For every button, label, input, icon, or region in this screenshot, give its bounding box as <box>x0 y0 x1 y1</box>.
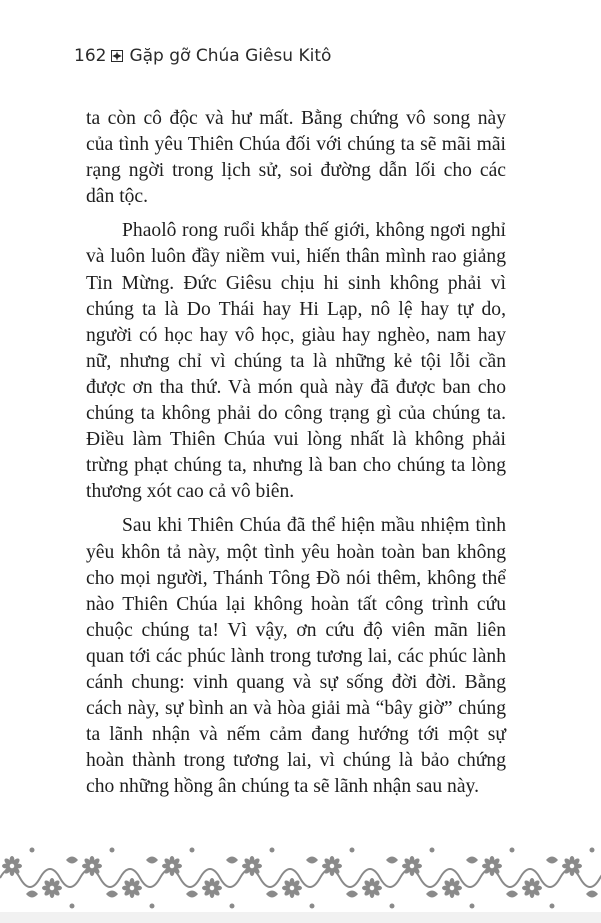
running-head <box>74 46 331 66</box>
ornament-dot <box>270 848 275 853</box>
floral-border-icon <box>0 842 601 914</box>
ornament-rosette <box>2 856 22 876</box>
ornament-rosette <box>202 878 222 898</box>
cross-icon <box>111 50 123 62</box>
ornament-rosette <box>442 878 462 898</box>
ornament-rosette <box>402 856 422 876</box>
ornament-rosette <box>42 878 62 898</box>
ornament-dot <box>550 904 555 909</box>
ornament-dot <box>430 848 435 853</box>
page-number: 162 <box>74 46 107 66</box>
ornament-rosette <box>282 878 302 898</box>
ornament-dot <box>310 904 315 909</box>
book-title: Gặp gỡ Chúa Giêsu Kitô <box>129 46 332 66</box>
body-text <box>86 106 506 800</box>
ornament-rosette <box>322 856 342 876</box>
ornament-rosette <box>562 856 582 876</box>
ornament-dot <box>190 848 195 853</box>
paragraph-3: Sau khi Thiên Chúa đã thể hiện mầu nhiệm tình yêu khôn tả này, một tình yêu hoàn toàn ban không cho mọi người, Thánh Tông Đồ nói thêm, không thể nào Thiên Chúa lại không hoàn tất công trình cứu chuộc chúng ta! Vì vậy, ơn cứu độ viên mãn liên quan tới các phúc lành trong tương lai, các phúc lành cánh chung: vinh quang và sự sống đời đời. Bằng cách này, sự bình an và hòa giải mà “bây giờ” chúng ta lãnh nhận và nếm cảm đang hướng tới một sự hoàn thành trong tương lai, vì chúng là bảo chứng cho những hồng ân chúng ta sẽ lãnh nhận sau này. <box>86 515 506 798</box>
ornament-rosette <box>122 878 142 898</box>
ornament-dot <box>110 848 115 853</box>
ornament-dot <box>70 904 75 909</box>
paragraph-1: ta còn cô độc và hư mất. Bằng chứng vô song này của tình yêu Thiên Chúa đối với chúng ta sẽ mãi mãi rạng ngời trong lịch sử, soi đường dẫn lối cho các dân tộc. <box>86 108 506 208</box>
ornament-dot <box>390 904 395 909</box>
paragraph-2: Phaolô rong ruổi khắp thế giới, không ngơi nghỉ và luôn luôn đầy niềm vui, hiến thân mình rao giảng Tin Mừng. Đức Giêsu chịu hi sinh không phải vì chúng ta là Do Thái hay Hi Lạp, nô lệ hay tự do, người có học hay vô học, giàu hay nghèo, nam hay nữ, nhưng chỉ vì chúng ta là những kẻ tội lỗi cần được ơn tha thứ. Và món quà này đã được ban cho chúng ta không phải do công trạng gì của chúng ta. Điều làm Thiên Chúa vui lòng nhất là không phải trừng phạt chúng ta, nhưng là ban cho chúng ta lòng thương xót cao cả vô biên. <box>86 220 506 503</box>
ornament-dot <box>30 848 35 853</box>
ornament-dot <box>470 904 475 909</box>
ornament-dot <box>350 848 355 853</box>
ornament-rosette <box>242 856 262 876</box>
ornament-rosette <box>522 878 542 898</box>
page-bottom-margin <box>0 912 601 923</box>
ornament-rosette <box>82 856 102 876</box>
ornament-dot <box>510 848 515 853</box>
ornament-rosette <box>482 856 502 876</box>
ornament-rosette <box>162 856 182 876</box>
ornament-dot <box>230 904 235 909</box>
ornament-rosette <box>362 878 382 898</box>
ornament-dot <box>590 848 595 853</box>
ornament-dot <box>150 904 155 909</box>
